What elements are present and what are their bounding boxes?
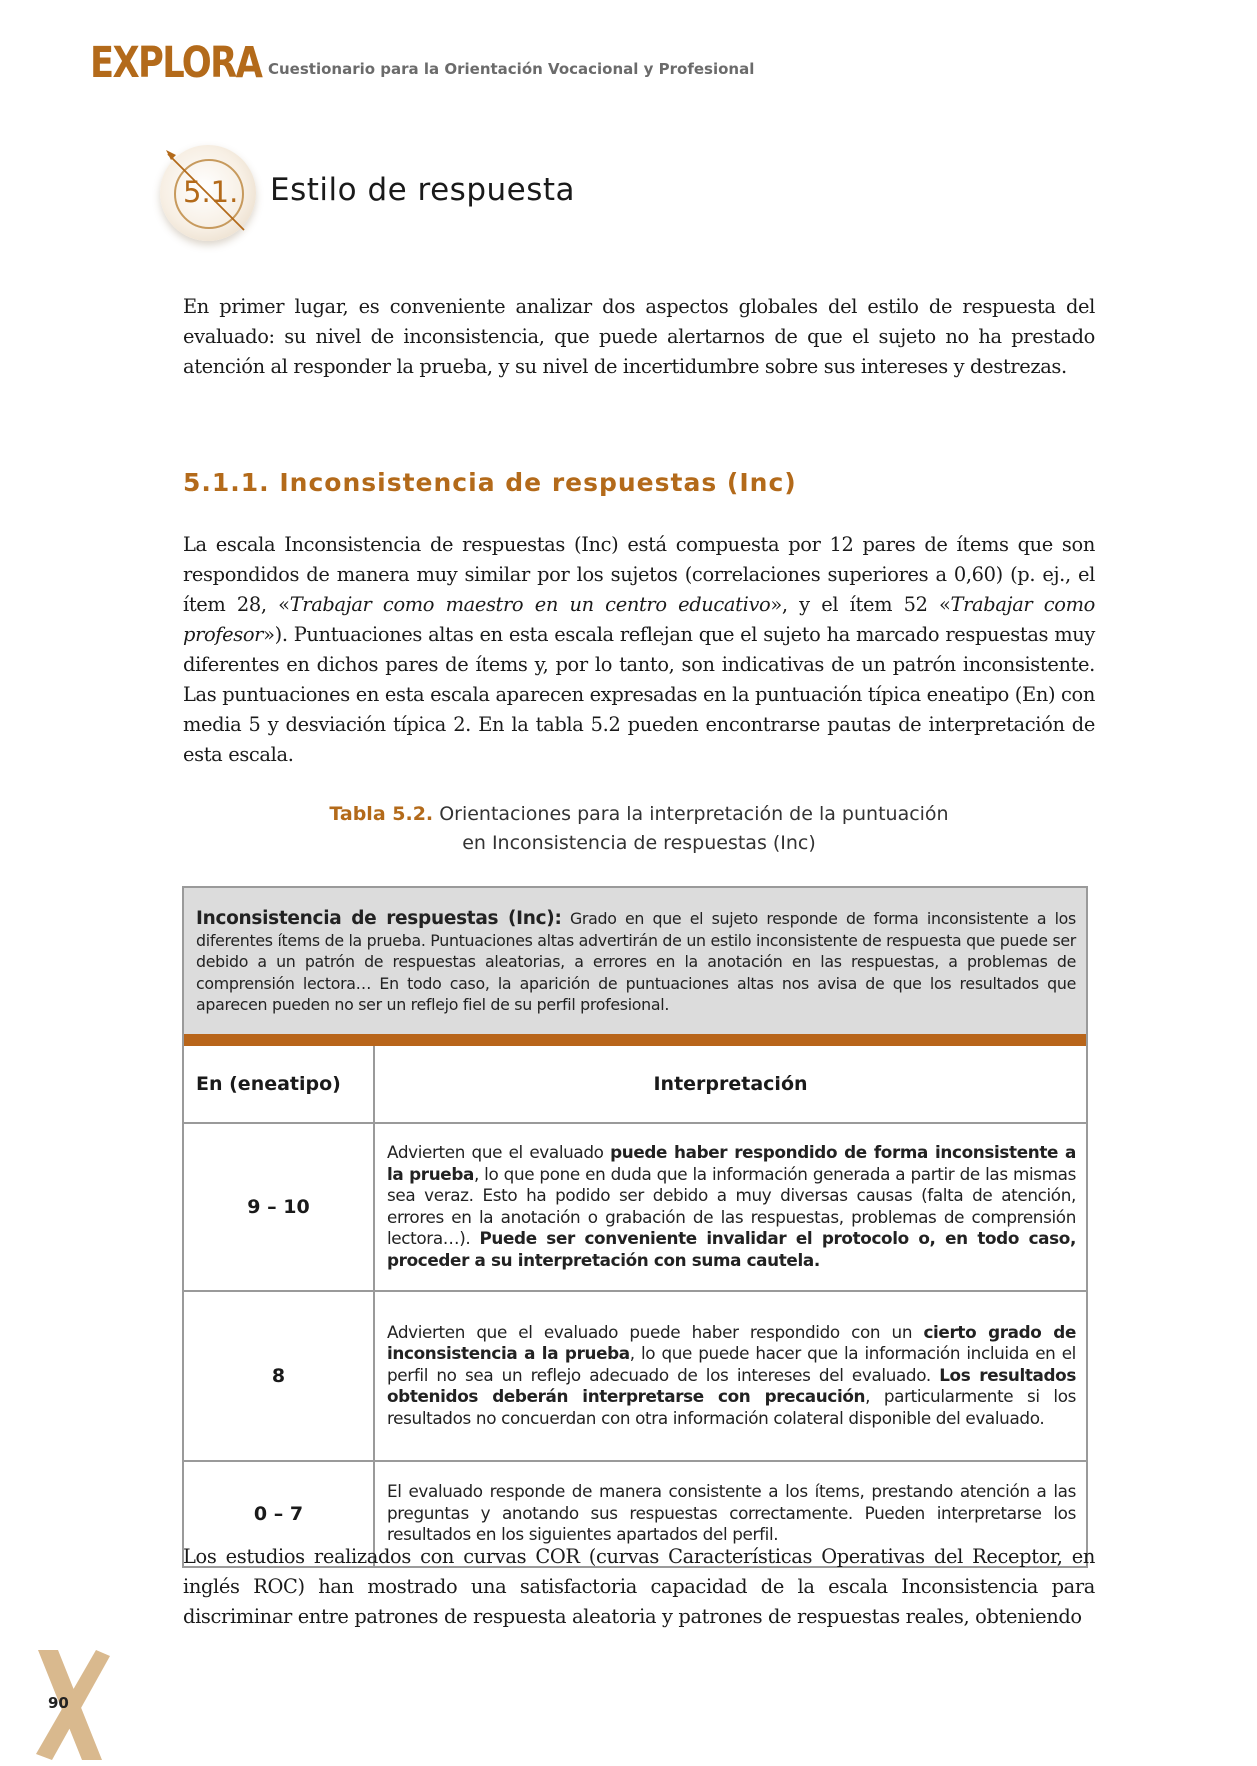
table-caption: [183, 800, 1095, 858]
caption-label: Tabla 5.2.: [329, 803, 434, 825]
column-header-interpretation: Interpretación: [374, 1046, 1086, 1123]
score-cell: 8: [184, 1291, 374, 1461]
score-cell: 9 – 10: [184, 1123, 374, 1291]
brand-logo: EXPLORA: [90, 38, 262, 88]
column-header-en: En (eneatipo): [184, 1046, 374, 1123]
table-row: [184, 1291, 1086, 1461]
table-description: [184, 888, 1086, 1046]
table-header-row: [184, 1046, 1086, 1123]
caption-line-1: Orientaciones para la interpretación de la puntuación: [439, 803, 949, 825]
body-text-3: »). Puntuaciones altas en esta escala reflejan que el sujeto ha marcado respuestas muy diferentes en dichos pares de ítems y, por lo tanto, son indicativas de un patrón inconsistente. Las puntuaciones en esta escala aparecen expresadas en la puntuación típica eneatipo (En) con media 5 y desviación típica 2. En la tabla 5.2 pueden encontrarse pautas de interpretación de esta escala.: [183, 623, 1095, 766]
caption-line-2: en Inconsistencia de respuestas (Inc): [462, 832, 816, 854]
body-text-1: La escala Inconsistencia de respuestas (Inc) está compuesta por 12 pares de ítems que son respondidos de manera muy similar por los sujetos (correlaciones superiores a 0,60) (p. ej., el ítem 28, «: [183, 533, 1095, 616]
intro-paragraph: En primer lugar, es conveniente analizar dos aspectos globales del estilo de respuesta del evaluado: su nivel de inconsistencia, que puede alertarnos de que el sujeto no ha prestado atención al responder la prueba, y su nivel de incertidumbre sobre sus intereses y destrezas.: [183, 295, 1095, 378]
interp-text: Advierten que el evaluado puede haber respondido con un: [387, 1321, 924, 1342]
section-title: Estilo de respuesta: [270, 172, 576, 208]
body-text-2: », y el ítem 52 «: [770, 593, 951, 616]
score-table: [184, 1046, 1086, 1566]
description-text: Grado en que el sujeto responde de forma inconsistente a los diferentes ítems de la prueba. Puntuaciones altas advertirán de un estilo inconsistente de respuesta que puede ser debido a un patrón de respuestas aleatorias, a errores en la anotación en las respuestas, a problemas de comprensión lectora… En todo caso, la aparición de puntuaciones altas nos avisa de que los resultados que aparecen pueden no ser un reflejo fiel de su perfil profesional.: [196, 909, 1076, 1014]
interp-bold: Puede ser conveniente invalidar el protocolo o, en todo caso, proceder a su interpretación con suma cautela.: [387, 1228, 1076, 1270]
interp-text: El evaluado responde de manera consistente a los ítems, prestando atención a las preguntas y anotando sus respuestas correctamente. Pueden interpretarse los resultados en los siguientes apartados del perfil.: [387, 1481, 1076, 1545]
interp-bold: puede haber respondido de forma inconsistente a la prueba: [387, 1142, 1076, 1184]
page-corner-x-icon: [30, 1650, 110, 1760]
score-cell: 0 – 7: [184, 1461, 374, 1566]
closing-paragraph: Los estudios realizados con curvas COR (curvas Características Operativas del Receptor, en inglés ROC) han mostrado una satisfactoria capacidad de la escala Inconsistencia para discriminar entre patrones de respuesta aleatoria y patrones de respuestas reales, obteniendo: [183, 1545, 1095, 1628]
interp-bold: Los resultados obtenidos deberán interpretarse con precaución: [387, 1364, 1076, 1407]
table-row: [184, 1123, 1086, 1291]
interp-text: , particularmente si los resultados no concuerdan con otra información colateral disponible del evaluado.: [387, 1386, 1077, 1428]
page-number: 90: [48, 1694, 69, 1712]
interpretation-cell: [374, 1123, 1086, 1291]
interpretation-table: [182, 886, 1088, 1568]
interp-text: Advierten que el evaluado: [387, 1142, 611, 1162]
description-term: Inconsistencia de respuestas (Inc):: [196, 908, 562, 929]
interpretation-cell: [374, 1291, 1086, 1461]
body-italic-2: Trabajar como profesor: [183, 593, 1095, 646]
interp-text: , lo que puede hacer que la información incluida en el perfil no sea un reflejo adecuado de los intereses del evaluado.: [387, 1343, 1076, 1385]
section-number: 5.1.: [183, 175, 239, 209]
body-paragraph: [183, 530, 1095, 770]
header-title: Cuestionario para la Orientación Vocacional y Profesional: [268, 60, 755, 78]
body-italic-1: Trabajar como maestro en un centro educativo: [289, 593, 771, 616]
subsection-title: 5.1.1. Inconsistencia de respuestas (Inc): [183, 468, 797, 497]
interp-bold: cierto grado de inconsistencia a la prueba: [387, 1321, 1076, 1364]
interp-text: , lo que pone en duda que la información generada a partir de las mismas sea veraz. Esto ha podido ser debido a muy diversas causas (falta de atención, errores en la anotación o grabación de las respuestas, problemas de comprensión lectora…).: [387, 1163, 1076, 1248]
